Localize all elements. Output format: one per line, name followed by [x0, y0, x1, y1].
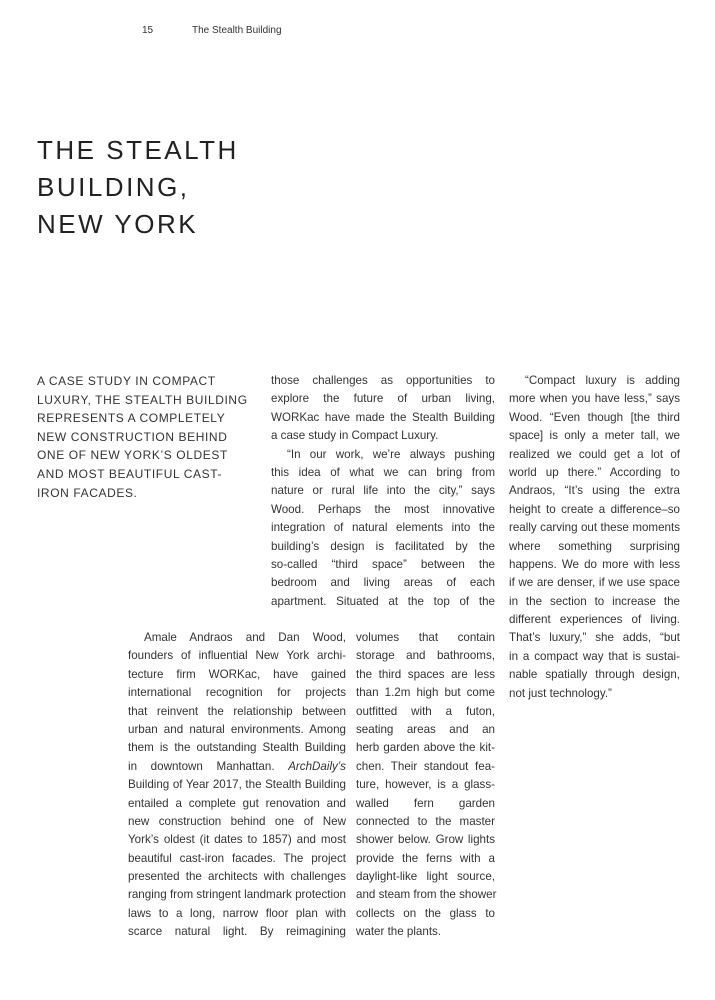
body-line: “Compact luxury is adding: [525, 374, 680, 387]
body-line: Wood. “Even though [the third: [509, 410, 680, 424]
body-line: Andraos, “It’s using the extra: [509, 484, 680, 498]
body-line: volumes that contain: [356, 631, 495, 644]
running-header: [0, 25, 715, 41]
body-line: herb garden above the kit-: [356, 741, 495, 755]
body-line: the third spaces are less: [356, 667, 495, 681]
body-line: than 1.2m high but come: [356, 686, 495, 700]
body-line: “In our work, we’re always pushing: [287, 447, 495, 461]
body-line: nature or rural life into the city,” says: [271, 484, 495, 498]
lede-line: NEW CONSTRUCTION BEHIND: [37, 429, 228, 444]
body-line: founders of influential New York archi-: [128, 649, 346, 663]
body-line: in the section to increase the: [509, 594, 680, 608]
title-line: BUILDING,: [37, 172, 190, 202]
body-line: urban and natural environments. Among: [128, 722, 346, 736]
body-text: in downtown Manhattan.: [128, 759, 275, 773]
body-line: building’s design is facilitated by the: [271, 539, 495, 553]
body-line: outfitted with a futon,: [356, 704, 495, 718]
title-line: THE STEALTH: [37, 135, 239, 165]
body-line: water the plants.: [356, 925, 442, 939]
body-column-right: [509, 372, 680, 703]
body-line: that reinvent the relationship between: [128, 704, 346, 718]
body-line: chen. Their standout fea-: [356, 759, 495, 773]
body-line: walled fern garden: [356, 796, 495, 810]
body-line: apartment. Situated at the top of the: [271, 594, 495, 608]
title-line: NEW YORK: [37, 209, 199, 239]
body-line: where something surprising: [509, 539, 680, 553]
lede-line: LUXURY, THE STEALTH BUILDING: [37, 392, 248, 407]
body-line: international recognition for projects: [128, 686, 346, 700]
body-line: really carving out these moments: [509, 521, 680, 535]
body-line: realized we could get a lot of: [509, 447, 680, 461]
body-line: storage and bathrooms,: [356, 649, 495, 663]
article-title: [37, 132, 239, 243]
body-line: ture, however, is a glass-: [356, 778, 495, 792]
lede-line: ONE OF NEW YORK’S OLDEST: [37, 448, 228, 463]
body-line: different experiences of living.: [509, 613, 680, 627]
body-line: laws to a long, narrow floor plan with: [128, 906, 346, 920]
body-line: bedroom and living areas of each: [271, 576, 495, 590]
page-number: 15: [142, 25, 154, 36]
body-line: WORKac have made the Stealth Building: [271, 410, 495, 424]
body-line: explore the future of urban living,: [271, 392, 495, 406]
body-line: presented the architects with challenges: [128, 870, 346, 884]
body-line: in a compact way that is sustai-: [509, 649, 680, 663]
body-column-middle: [271, 372, 495, 611]
body-line: tecture firm WORKac, have gained: [128, 667, 346, 681]
body-line: and steam from the shower: [356, 888, 497, 902]
body-line: height to create a difference–so: [509, 502, 680, 516]
body-line: shower below. Grow lights: [356, 833, 495, 847]
body-line: nable spatially through design,: [509, 668, 680, 682]
body-line: That’s luxury,” she adds, “but: [509, 631, 680, 645]
body-line: ranging from stringent landmark protection: [128, 888, 346, 902]
lede-line: IRON FACADES.: [37, 485, 138, 500]
body-line: beautiful cast-iron facades. The project: [128, 851, 346, 865]
lede-line: AND MOST BEAUTIFUL CAST-: [37, 466, 223, 481]
body-line: seating areas and an: [356, 722, 495, 736]
lede-standfirst: [37, 372, 248, 502]
body-line: Building of Year 2017, the Stealth Building: [128, 778, 346, 792]
lede-line: REPRESENTS A COMPLETELY: [37, 411, 226, 426]
body-line: Amale Andraos and Dan Wood,: [144, 631, 346, 644]
body-line: connected to the master: [356, 814, 495, 828]
body-line: entailed a complete gut renovation and: [128, 796, 346, 810]
body-line: those challenges as opportunities to: [271, 374, 495, 387]
body-line: this idea of what we can bring from: [271, 465, 495, 479]
lede-line: A CASE STUDY IN COMPACT: [37, 374, 216, 388]
body-line: world up there.” According to: [509, 465, 680, 479]
body-line: so-called “third space” between the: [271, 557, 495, 571]
body-line: if we are denser, if we use space: [509, 576, 680, 590]
body-line: scarce natural light. By reimagining: [128, 925, 346, 939]
body-line: them is the outstanding Stealth Building: [128, 741, 346, 755]
publication-name: ArchDaily’s: [288, 759, 346, 773]
body-line: Wood. Perhaps the most innovative: [271, 502, 495, 516]
body-line: space] is only a meter tall, we: [509, 429, 680, 443]
body-line: more when you have less,” says: [509, 392, 680, 406]
body-column-left: [128, 629, 346, 942]
body-line: York’s oldest (it dates to 1857) and most: [128, 833, 346, 847]
body-line: integration of natural elements into the: [271, 521, 495, 535]
body-column-middle-lower: [356, 629, 495, 942]
body-line: happens. We do more with less: [509, 557, 680, 571]
body-line: not just technology.”: [509, 686, 612, 700]
body-line: a case study in Compact Luxury.: [271, 429, 439, 443]
body-line: provide the ferns with a: [356, 851, 495, 865]
body-line: collects on the glass to: [356, 906, 495, 920]
running-title: The Stealth Building: [192, 25, 282, 36]
body-line: daylight-like light source,: [356, 870, 495, 884]
body-line: [128, 758, 346, 776]
body-line: new construction behind one of New: [128, 814, 346, 828]
